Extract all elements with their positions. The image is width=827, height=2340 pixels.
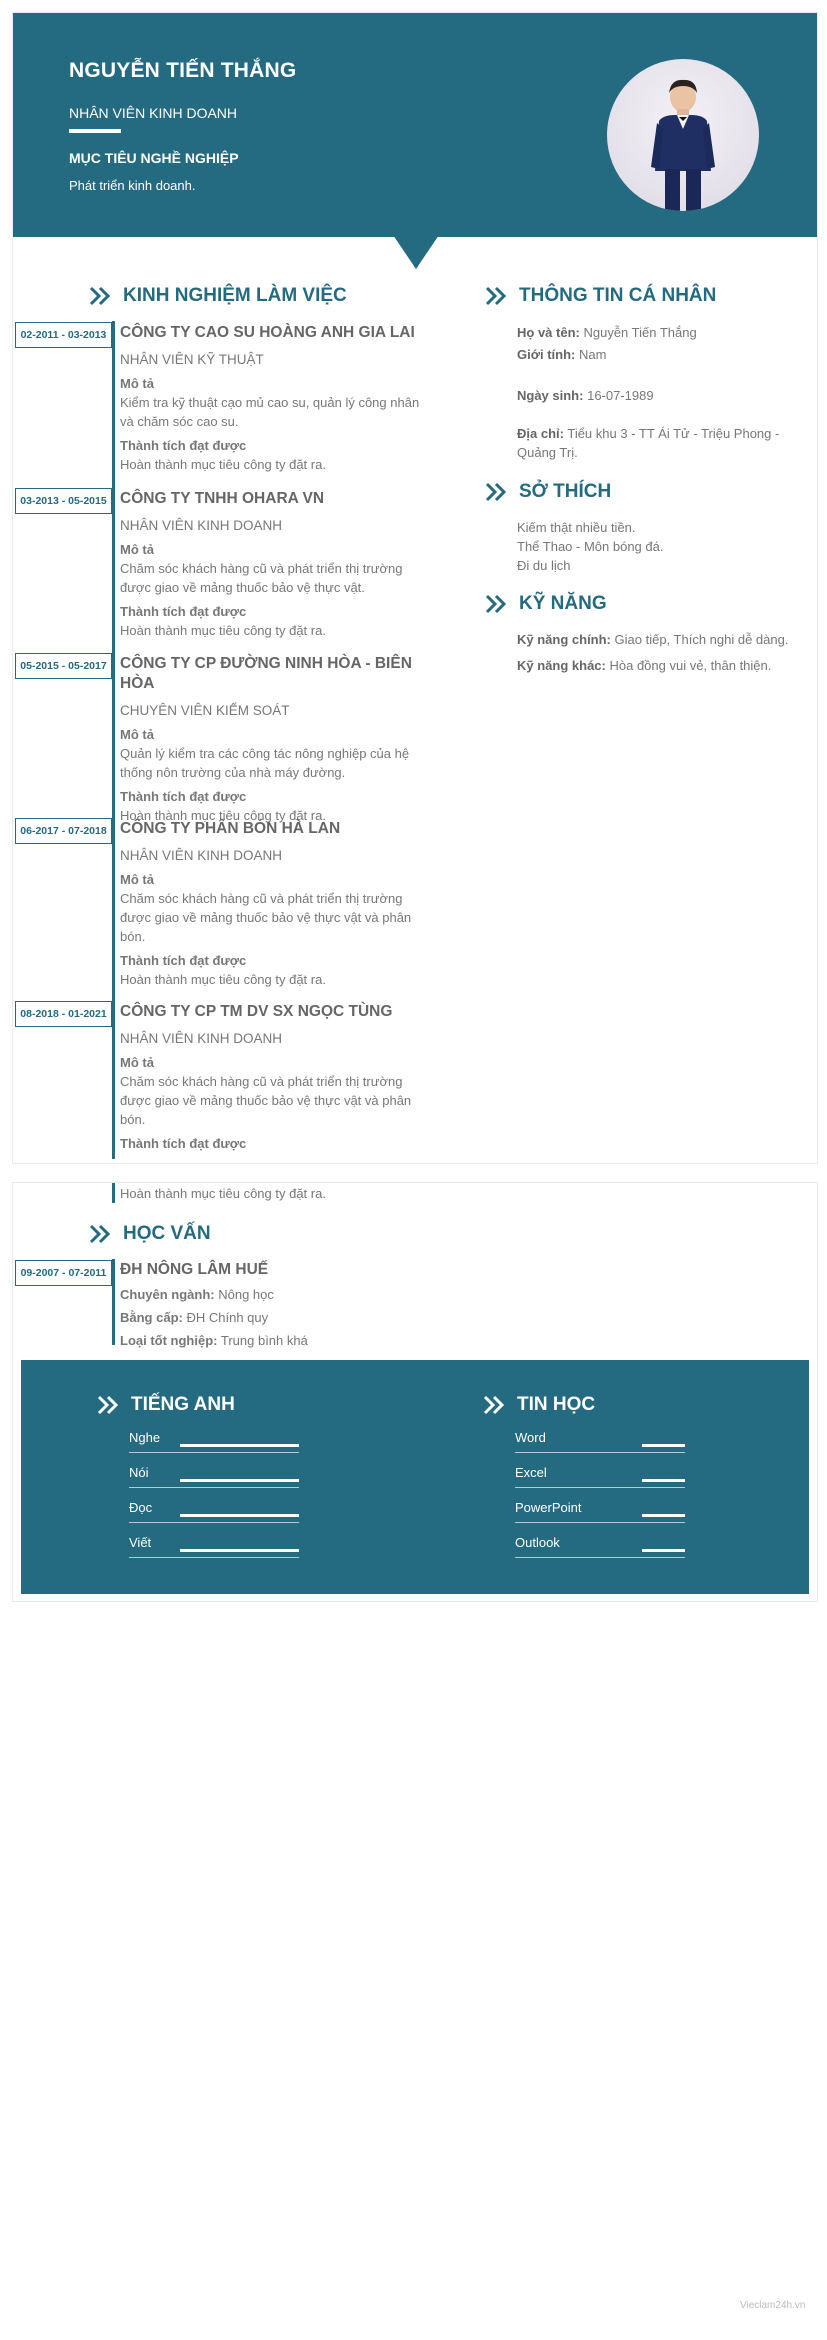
skill-bar-track <box>515 1557 685 1558</box>
company-name: CÔNG TY CP ĐƯỜNG NINH HÒA - BIÊN HÒA <box>120 655 412 692</box>
edu-grade: Loại tốt nghiệp: Trung bình khá <box>120 1333 308 1348</box>
achievement-label: Thành tích đạt được <box>120 1136 247 1151</box>
job-achievement: Hoàn thành mục tiêu công ty đặt ra. <box>120 972 326 987</box>
company-name: CÔNG TY CP TM DV SX NGỌC TÙNG <box>120 1003 393 1020</box>
education-heading <box>89 1223 211 1245</box>
job-achievement: Hoàn thành mục tiêu công ty đặt ra. <box>120 457 326 472</box>
double-chevron-icon <box>89 1224 111 1244</box>
education-entry <box>120 1260 420 1350</box>
double-chevron-icon <box>485 286 507 306</box>
title-underline <box>69 129 121 133</box>
hobbies-list <box>517 518 807 575</box>
experience-timeline-line <box>112 1183 115 1203</box>
double-chevron-icon <box>485 594 507 614</box>
double-chevron-icon <box>485 482 507 502</box>
personal-info <box>517 323 807 462</box>
skills-heading <box>485 593 607 615</box>
experience-date: 08-2018 - 01-2021 <box>15 1001 112 1027</box>
skills-heading-label: KỸ NĂNG <box>519 593 607 614</box>
job-achievement: Hoàn thành mục tiêu công ty đặt ra. <box>120 808 326 823</box>
skill-bar-track <box>129 1452 299 1453</box>
job-description: Chăm sóc khách hàng cũ và phát triển thị trường được giao về mảng thuốc bảo vệ thực vật và phân bón. <box>120 1074 412 1127</box>
language-band <box>21 1360 809 1594</box>
edu-degree: Bằng cấp: ĐH Chính quy <box>120 1310 269 1325</box>
skill-name: Nói <box>129 1465 149 1480</box>
job-role: NHÂN VIÊN KINH DOANH <box>120 1031 283 1046</box>
skill-bar-track <box>515 1452 685 1453</box>
cv-page-2 <box>12 1182 818 1602</box>
info-name: Họ và tên: Nguyễn Tiến Thắng <box>517 325 697 340</box>
job-achievement: Hoàn thành mục tiêu công ty đặt ra. <box>120 1186 326 1201</box>
job-description: Kiểm tra kỹ thuật cạo mủ cao su, quản lý công nhân và chăm sóc cao su. <box>120 395 420 429</box>
experience-date: 02-2011 - 03-2013 <box>15 322 112 348</box>
hobbies-heading-label: SỞ THÍCH <box>519 481 612 502</box>
experience-entry <box>120 1002 420 1153</box>
double-chevron-icon <box>89 286 111 306</box>
company-name: CÔNG TY PHÂN BÓN HÀ LAN <box>120 820 341 837</box>
header-notch <box>393 235 439 269</box>
desc-label: Mô tả <box>120 1055 154 1070</box>
skill-level-bar <box>180 1549 299 1552</box>
skill-name: Word <box>515 1430 546 1445</box>
hobby-item: Thể Thao - Môn bóng đá. <box>517 539 664 554</box>
achievement-label: Thành tích đạt được <box>120 438 247 453</box>
personal-heading-label: THÔNG TIN CÁ NHÂN <box>519 285 717 306</box>
candidate-title: NHÂN VIÊN KINH DOANH <box>69 105 238 121</box>
skill-name: Excel <box>515 1465 547 1480</box>
skill-name: PowerPoint <box>515 1500 582 1515</box>
desc-label: Mô tả <box>120 872 154 887</box>
watermark: Vieclam24h.vn <box>740 2300 806 2311</box>
skill-bar-track <box>129 1522 299 1523</box>
skill-level-bar <box>642 1479 685 1482</box>
desc-label: Mô tả <box>120 376 154 391</box>
experience-entry <box>120 323 420 474</box>
english-heading-label: TIẾNG ANH <box>131 1394 235 1415</box>
info-gender: Giới tính: Nam <box>517 347 607 362</box>
experience-date: 03-2013 - 05-2015 <box>15 488 112 514</box>
skill-name: Outlook <box>515 1535 560 1550</box>
hobby-item: Đi du lịch <box>517 558 571 573</box>
cv-header <box>13 13 817 237</box>
job-role: NHÂN VIÊN KINH DOANH <box>120 518 283 533</box>
job-role: NHÂN VIÊN KINH DOANH <box>120 848 283 863</box>
job-description: Chăm sóc khách hàng cũ và phát triển thị trường được giao về mảng thuốc bảo vệ thực vật và phân bón. <box>120 891 412 944</box>
skill-main: Kỹ năng chính: Giao tiếp, Thích nghi dễ dàng. <box>517 632 789 647</box>
candidate-name: NGUYỄN TIẾN THẮNG <box>69 59 297 82</box>
education-heading-label: HỌC VẤN <box>123 1223 211 1244</box>
skill-level-bar <box>642 1444 685 1447</box>
edu-major: Chuyên ngành: Nông học <box>120 1287 274 1302</box>
avatar-photo-icon <box>607 59 759 211</box>
objective-text: Phát triển kinh doanh. <box>69 178 196 193</box>
desc-label: Mô tả <box>120 542 154 557</box>
skill-level-bar <box>180 1514 299 1517</box>
achievement-label: Thành tích đạt được <box>120 789 247 804</box>
experience-timeline-line <box>112 321 115 1159</box>
personal-heading <box>485 285 716 307</box>
double-chevron-icon <box>97 1395 119 1415</box>
skill-level-bar <box>642 1514 685 1517</box>
skill-bar-track <box>515 1487 685 1488</box>
experience-entry <box>120 654 420 825</box>
double-chevron-icon <box>483 1395 505 1415</box>
it-heading <box>483 1394 595 1416</box>
skill-other: Kỹ năng khác: Hòa đồng vui vẻ, thân thiện. <box>517 658 772 673</box>
skill-name: Đọc <box>129 1500 153 1515</box>
experience-entry-continued <box>120 1184 420 1203</box>
objective-heading: MỤC TIÊU NGHỀ NGHIỆP <box>69 150 239 166</box>
experience-heading <box>89 285 347 307</box>
experience-date: 05-2015 - 05-2017 <box>15 653 112 679</box>
skill-level-bar <box>180 1444 299 1447</box>
english-heading <box>97 1394 235 1416</box>
experience-entry <box>120 489 420 640</box>
company-name: CÔNG TY TNHH OHARA VN <box>120 490 325 507</box>
desc-label: Mô tả <box>120 727 154 742</box>
skill-bar-track <box>515 1522 685 1523</box>
achievement-label: Thành tích đạt được <box>120 953 247 968</box>
job-description: Chăm sóc khách hàng cũ và phát triển thị trường được giao về mảng thuốc bảo vệ thực vật. <box>120 561 403 595</box>
company-name: CÔNG TY CAO SU HOÀNG ANH GIA LAI <box>120 324 415 341</box>
achievement-label: Thành tích đạt được <box>120 604 247 619</box>
skills-info <box>517 630 807 675</box>
education-date: 09-2007 - 07-2011 <box>15 1260 112 1286</box>
it-heading-label: TIN HỌC <box>517 1394 596 1415</box>
info-address: Địa chỉ: Tiểu khu 3 - TT Ái Tử - Triệu Phong - Quảng Trị. <box>517 426 780 460</box>
skill-name: Nghe <box>129 1430 161 1445</box>
experience-date: 06-2017 - 07-2018 <box>15 818 112 844</box>
job-description: Quản lý kiểm tra các công tác nông nghiệp của hệ thống nôn trường của nhà máy đường. <box>120 746 410 780</box>
skill-name: Viết <box>129 1535 152 1550</box>
skill-bar-track <box>129 1557 299 1558</box>
job-role: NHÂN VIÊN KỸ THUẬT <box>120 352 264 367</box>
experience-heading-label: KINH NGHIỆM LÀM VIỆC <box>123 285 347 306</box>
info-dob: Ngày sinh: 16-07-1989 <box>517 388 654 403</box>
job-role: CHUYÊN VIÊN KIỂM SOÁT <box>120 703 290 718</box>
education-timeline-line <box>112 1259 115 1345</box>
skill-bar-track <box>129 1487 299 1488</box>
hobbies-heading <box>485 481 611 503</box>
hobby-item: Kiếm thật nhiều tiền. <box>517 520 636 535</box>
skill-level-bar <box>642 1549 685 1552</box>
school-name: ĐH NÔNG LÂM HUẾ <box>120 1261 269 1278</box>
skill-level-bar <box>180 1479 299 1482</box>
job-achievement: Hoàn thành mục tiêu công ty đặt ra. <box>120 623 326 638</box>
avatar <box>607 59 759 211</box>
cv-page-1 <box>12 12 818 1164</box>
experience-entry <box>120 819 420 989</box>
